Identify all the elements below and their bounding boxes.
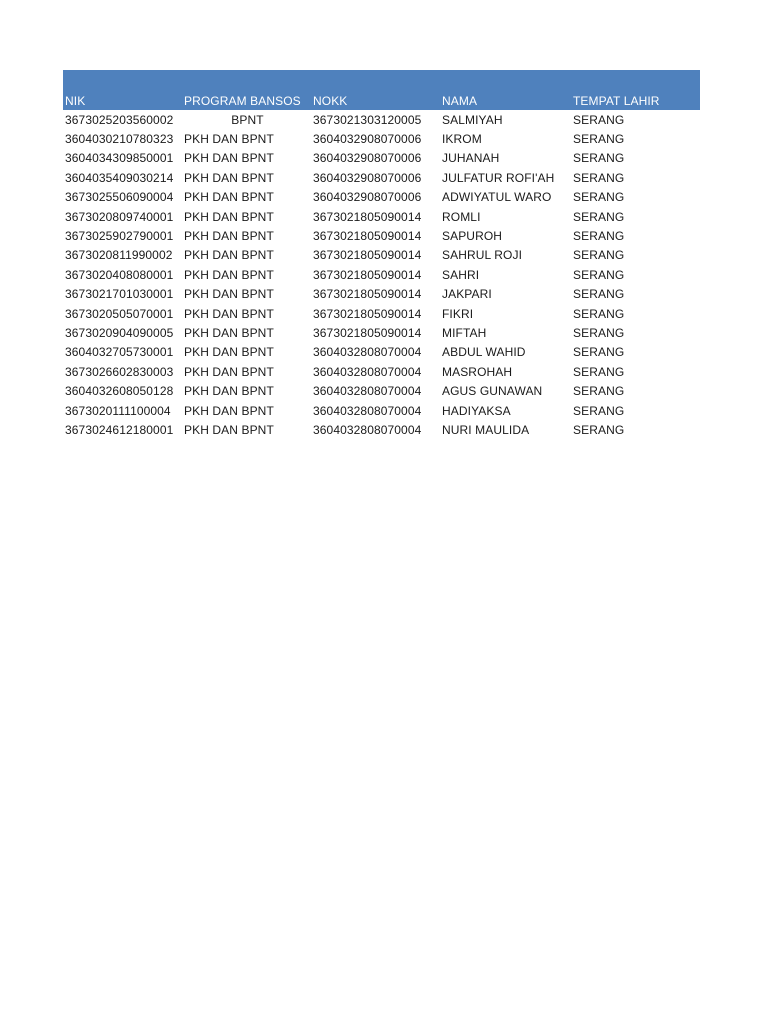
column-header-nama[interactable]: NAMA: [442, 94, 478, 108]
table-row: [63, 285, 700, 304]
table-row: [63, 343, 700, 362]
cell-program-bansos[interactable]: PKH DAN BPNT: [184, 364, 274, 379]
spreadsheet-sheet: [63, 70, 700, 440]
cell-nama[interactable]: JULFATUR ROFI'AH: [442, 170, 555, 185]
cell-nokk[interactable]: 3604032908070006: [313, 190, 422, 205]
cell-nama[interactable]: JUHANAH: [442, 151, 500, 166]
cell-tempat-lahir[interactable]: SERANG: [573, 209, 625, 224]
cell-program-bansos[interactable]: PKH DAN BPNT: [184, 190, 274, 205]
cell-nama[interactable]: FIKRI: [442, 306, 474, 321]
cell-nik[interactable]: 3673025203560002: [65, 112, 174, 127]
cell-nokk[interactable]: 3673021805090014: [313, 248, 422, 263]
cell-nik[interactable]: 3673020408080001: [65, 267, 174, 282]
cell-program-bansos[interactable]: PKH DAN BPNT: [184, 229, 274, 244]
cell-nokk[interactable]: 3604032908070006: [313, 151, 422, 166]
cell-tempat-lahir[interactable]: SERANG: [573, 248, 625, 263]
table-row: [63, 168, 700, 187]
cell-program-bansos[interactable]: PKH DAN BPNT: [184, 209, 274, 224]
cell-tempat-lahir[interactable]: SERANG: [573, 422, 625, 437]
table-row: [63, 129, 700, 148]
cell-nokk[interactable]: 3673021805090014: [313, 306, 422, 321]
cell-nokk[interactable]: 3604032808070004: [313, 345, 422, 360]
cell-nik[interactable]: 3604032705730001: [65, 345, 174, 360]
cell-nama[interactable]: AGUS GUNAWAN: [442, 384, 543, 399]
cell-nik[interactable]: 3673020904090005: [65, 325, 174, 340]
cell-program-bansos[interactable]: PKH DAN BPNT: [184, 422, 274, 437]
table-row: [63, 381, 700, 400]
cell-program-bansos[interactable]: BPNT: [231, 112, 264, 127]
cell-nama[interactable]: IKROM: [442, 132, 482, 147]
cell-nokk[interactable]: 3673021805090014: [313, 325, 422, 340]
cell-tempat-lahir[interactable]: SERANG: [573, 345, 625, 360]
cell-nokk[interactable]: 3604032908070006: [313, 170, 422, 185]
cell-nama[interactable]: MIFTAH: [442, 325, 487, 340]
cell-nik[interactable]: 3604032608050128: [65, 384, 174, 399]
cell-nik[interactable]: 3673020809740001: [65, 209, 174, 224]
cell-program-bansos[interactable]: PKH DAN BPNT: [184, 403, 274, 418]
table-row: [63, 265, 700, 284]
cell-program-bansos[interactable]: PKH DAN BPNT: [184, 132, 274, 147]
cell-nik[interactable]: 3673021701030001: [65, 287, 174, 302]
table-row: [63, 304, 700, 323]
cell-program-bansos[interactable]: PKH DAN BPNT: [184, 267, 274, 282]
table-row: [63, 420, 700, 439]
cell-tempat-lahir[interactable]: SERANG: [573, 403, 625, 418]
cell-program-bansos[interactable]: PKH DAN BPNT: [184, 345, 274, 360]
data-table: [63, 70, 700, 440]
cell-program-bansos[interactable]: PKH DAN BPNT: [184, 306, 274, 321]
cell-nokk[interactable]: 3604032808070004: [313, 403, 422, 418]
table-body: [63, 110, 700, 440]
cell-tempat-lahir[interactable]: SERANG: [573, 190, 625, 205]
cell-nik[interactable]: 3673025506090004: [65, 190, 174, 205]
cell-tempat-lahir[interactable]: SERANG: [573, 287, 625, 302]
cell-program-bansos[interactable]: PKH DAN BPNT: [184, 248, 274, 263]
cell-tempat-lahir[interactable]: SERANG: [573, 170, 625, 185]
table-row: [63, 323, 700, 342]
cell-nokk[interactable]: 3673021805090014: [313, 267, 422, 282]
cell-tempat-lahir[interactable]: SERANG: [573, 151, 625, 166]
cell-nama[interactable]: SALMIYAH: [442, 112, 503, 127]
table-row: [63, 110, 700, 129]
cell-program-bansos[interactable]: PKH DAN BPNT: [184, 325, 274, 340]
table-row: [63, 362, 700, 381]
cell-nik[interactable]: 3604034309850001: [65, 151, 174, 166]
cell-nama[interactable]: NURI MAULIDA: [442, 422, 530, 437]
cell-nama[interactable]: SAPUROH: [442, 229, 503, 244]
column-header-program-bansos[interactable]: PROGRAM BANSOS: [184, 94, 301, 108]
cell-nik[interactable]: 3673020505070001: [65, 306, 174, 321]
cell-nik[interactable]: 3673020811990002: [65, 248, 173, 263]
cell-program-bansos[interactable]: PKH DAN BPNT: [184, 287, 274, 302]
cell-nama[interactable]: ABDUL WAHID: [442, 345, 526, 360]
cell-tempat-lahir[interactable]: SERANG: [573, 267, 625, 282]
cell-nama[interactable]: SAHRUL ROJI: [442, 248, 523, 263]
cell-nik[interactable]: 3604030210780323: [65, 132, 174, 147]
table-row: [63, 207, 700, 226]
table-row: [63, 149, 700, 168]
cell-nokk[interactable]: 3673021805090014: [313, 287, 422, 302]
cell-nokk[interactable]: 3673021805090014: [313, 229, 422, 244]
column-header-nokk[interactable]: NOKK: [313, 94, 348, 108]
cell-nik[interactable]: 3604035409030214: [65, 170, 174, 185]
cell-nokk[interactable]: 3604032908070006: [313, 132, 422, 147]
cell-nokk[interactable]: 3604032808070004: [313, 384, 422, 399]
table-row: [63, 401, 700, 420]
cell-tempat-lahir[interactable]: SERANG: [573, 132, 625, 147]
cell-tempat-lahir[interactable]: SERANG: [573, 112, 625, 127]
cell-program-bansos[interactable]: PKH DAN BPNT: [184, 170, 274, 185]
cell-nik[interactable]: 3673024612180001: [65, 422, 174, 437]
cell-nik[interactable]: 3673026602830003: [65, 364, 174, 379]
cell-tempat-lahir[interactable]: SERANG: [573, 229, 625, 244]
column-header-nik[interactable]: NIK: [65, 94, 86, 108]
cell-tempat-lahir[interactable]: SERANG: [573, 364, 625, 379]
cell-nokk[interactable]: 3604032808070004: [313, 364, 422, 379]
cell-nama[interactable]: MASROHAH: [442, 364, 513, 379]
cell-nama[interactable]: SAHRI: [442, 267, 480, 282]
column-header-tempat-lahir[interactable]: TEMPAT LAHIR: [573, 94, 660, 108]
table-row: [63, 188, 700, 207]
cell-tempat-lahir[interactable]: SERANG: [573, 384, 625, 399]
cell-nama[interactable]: ROMLI: [442, 209, 481, 224]
cell-nik[interactable]: 3673025902790001: [65, 229, 174, 244]
cell-nama[interactable]: ADWIYATUL WARO: [442, 190, 552, 205]
cell-tempat-lahir[interactable]: SERANG: [573, 325, 625, 340]
cell-nama[interactable]: JAKPARI: [442, 287, 492, 302]
cell-nokk[interactable]: 3604032808070004: [313, 422, 422, 437]
cell-program-bansos[interactable]: PKH DAN BPNT: [184, 151, 274, 166]
cell-nokk[interactable]: 3673021303120005: [313, 112, 422, 127]
table-row: [63, 226, 700, 245]
cell-program-bansos[interactable]: PKH DAN BPNT: [184, 384, 274, 399]
header-row: [63, 70, 700, 110]
cell-nama[interactable]: HADIYAKSA: [442, 403, 511, 418]
cell-nokk[interactable]: 3673021805090014: [313, 209, 422, 224]
cell-nik[interactable]: 3673020111100004: [65, 403, 171, 418]
table-row: [63, 246, 700, 265]
cell-tempat-lahir[interactable]: SERANG: [573, 306, 625, 321]
